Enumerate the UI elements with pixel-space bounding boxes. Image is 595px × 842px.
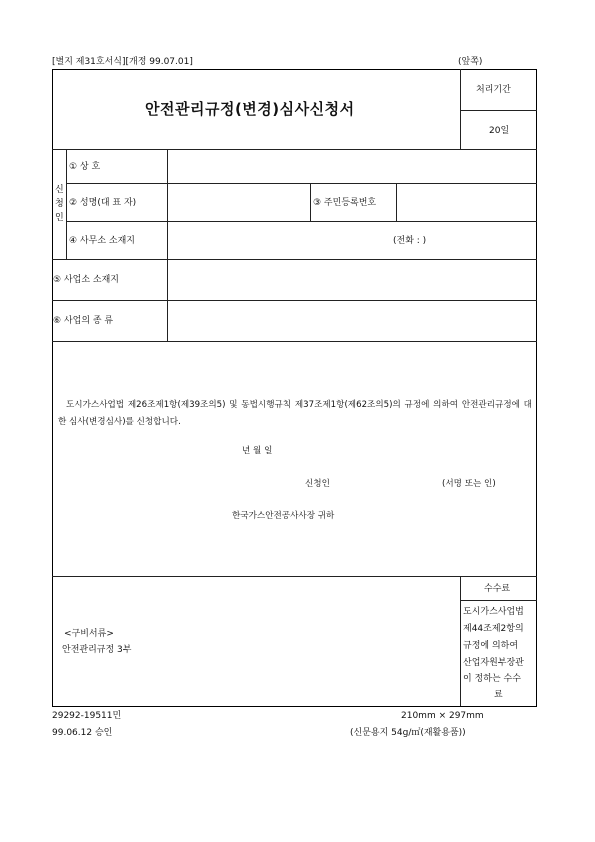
form-reference: [별지 제31호서식][개정 99.07.01] xyxy=(52,57,193,67)
addressee: 한국가스안전공사사장 귀하 xyxy=(232,511,335,521)
business-type-label: ⑥ 사업의 종 류 xyxy=(53,316,114,326)
frame-left-border xyxy=(52,69,53,707)
applicant-group-divider xyxy=(66,149,67,259)
title-divider xyxy=(460,69,461,149)
applicant-label: 신청인 xyxy=(305,479,330,489)
fee-divider xyxy=(460,600,537,601)
row-line-4 xyxy=(52,259,537,260)
frame-bottom-border xyxy=(52,706,537,707)
business-name-label: ① 상 호 xyxy=(69,162,101,172)
approval-date: 99.06.12 승인 xyxy=(52,728,113,738)
frame-top-border xyxy=(52,69,537,70)
fee-column-divider xyxy=(460,576,461,706)
row-line-7 xyxy=(52,576,537,577)
form-code: 29292-19511민 xyxy=(52,711,122,721)
processing-divider xyxy=(460,110,537,111)
name-id-divider xyxy=(310,183,311,221)
fee-line-1: 도시가스사업법 xyxy=(463,607,524,617)
required-documents-item: 안전관리규정 3부 xyxy=(62,645,132,655)
processing-period-label: 처리기간 xyxy=(476,85,511,95)
row-line-5 xyxy=(52,300,537,301)
signature-label: (서명 또는 인) xyxy=(442,479,496,489)
frame-right-border xyxy=(536,69,537,707)
fee-line-5: 이 정하는 수수 xyxy=(463,674,521,684)
phone-label: (전화 : ) xyxy=(393,236,427,246)
date-line: 년 월 일 xyxy=(242,446,273,456)
processing-period-value: 20일 xyxy=(489,126,510,136)
application-statement: 도시가스사업법 제26조제1항(제39조의5) 및 동법시행규칙 제37조제1항(제62조의5)의 규정에 의하여 안전관리규정에 대한 심사(변경심사)를 신청합니다. xyxy=(58,400,532,427)
resident-number-label: ③ 주민등록번호 xyxy=(313,198,377,208)
page-side-label: (앞쪽) xyxy=(458,57,483,67)
fee-line-6: 료 xyxy=(494,690,503,700)
representative-name-label: ② 성명(대 표 자) xyxy=(69,198,137,208)
document-title: 안전관리규정(변경)심사신청서 xyxy=(145,100,355,118)
id-value-divider xyxy=(396,183,397,221)
applicant-group-char-1: 신 xyxy=(55,185,64,195)
paper-spec: (신문용지 54g/㎡(재활용품)) xyxy=(350,728,466,738)
paper-size: 210mm × 297mm xyxy=(401,711,484,721)
fee-line-2: 제44조제2항의 xyxy=(463,624,524,634)
required-documents-label: <구비서류> xyxy=(64,629,114,639)
site-address-label: ⑤ 사업소 소재지 xyxy=(53,275,119,285)
fee-label: 수수료 xyxy=(484,584,511,594)
office-address-label: ④ 사무소 소재지 xyxy=(69,236,135,246)
applicant-group-char-3: 인 xyxy=(55,213,64,223)
label-column-divider xyxy=(167,149,168,341)
row-line-6 xyxy=(52,341,537,342)
row-line-1 xyxy=(52,149,537,150)
row-line-3 xyxy=(66,221,537,222)
fee-line-4: 산업자원부장관 xyxy=(463,658,524,668)
fee-line-3: 규정에 의하여 xyxy=(463,641,519,651)
applicant-group-char-2: 청 xyxy=(55,199,64,209)
row-line-2 xyxy=(66,183,537,184)
